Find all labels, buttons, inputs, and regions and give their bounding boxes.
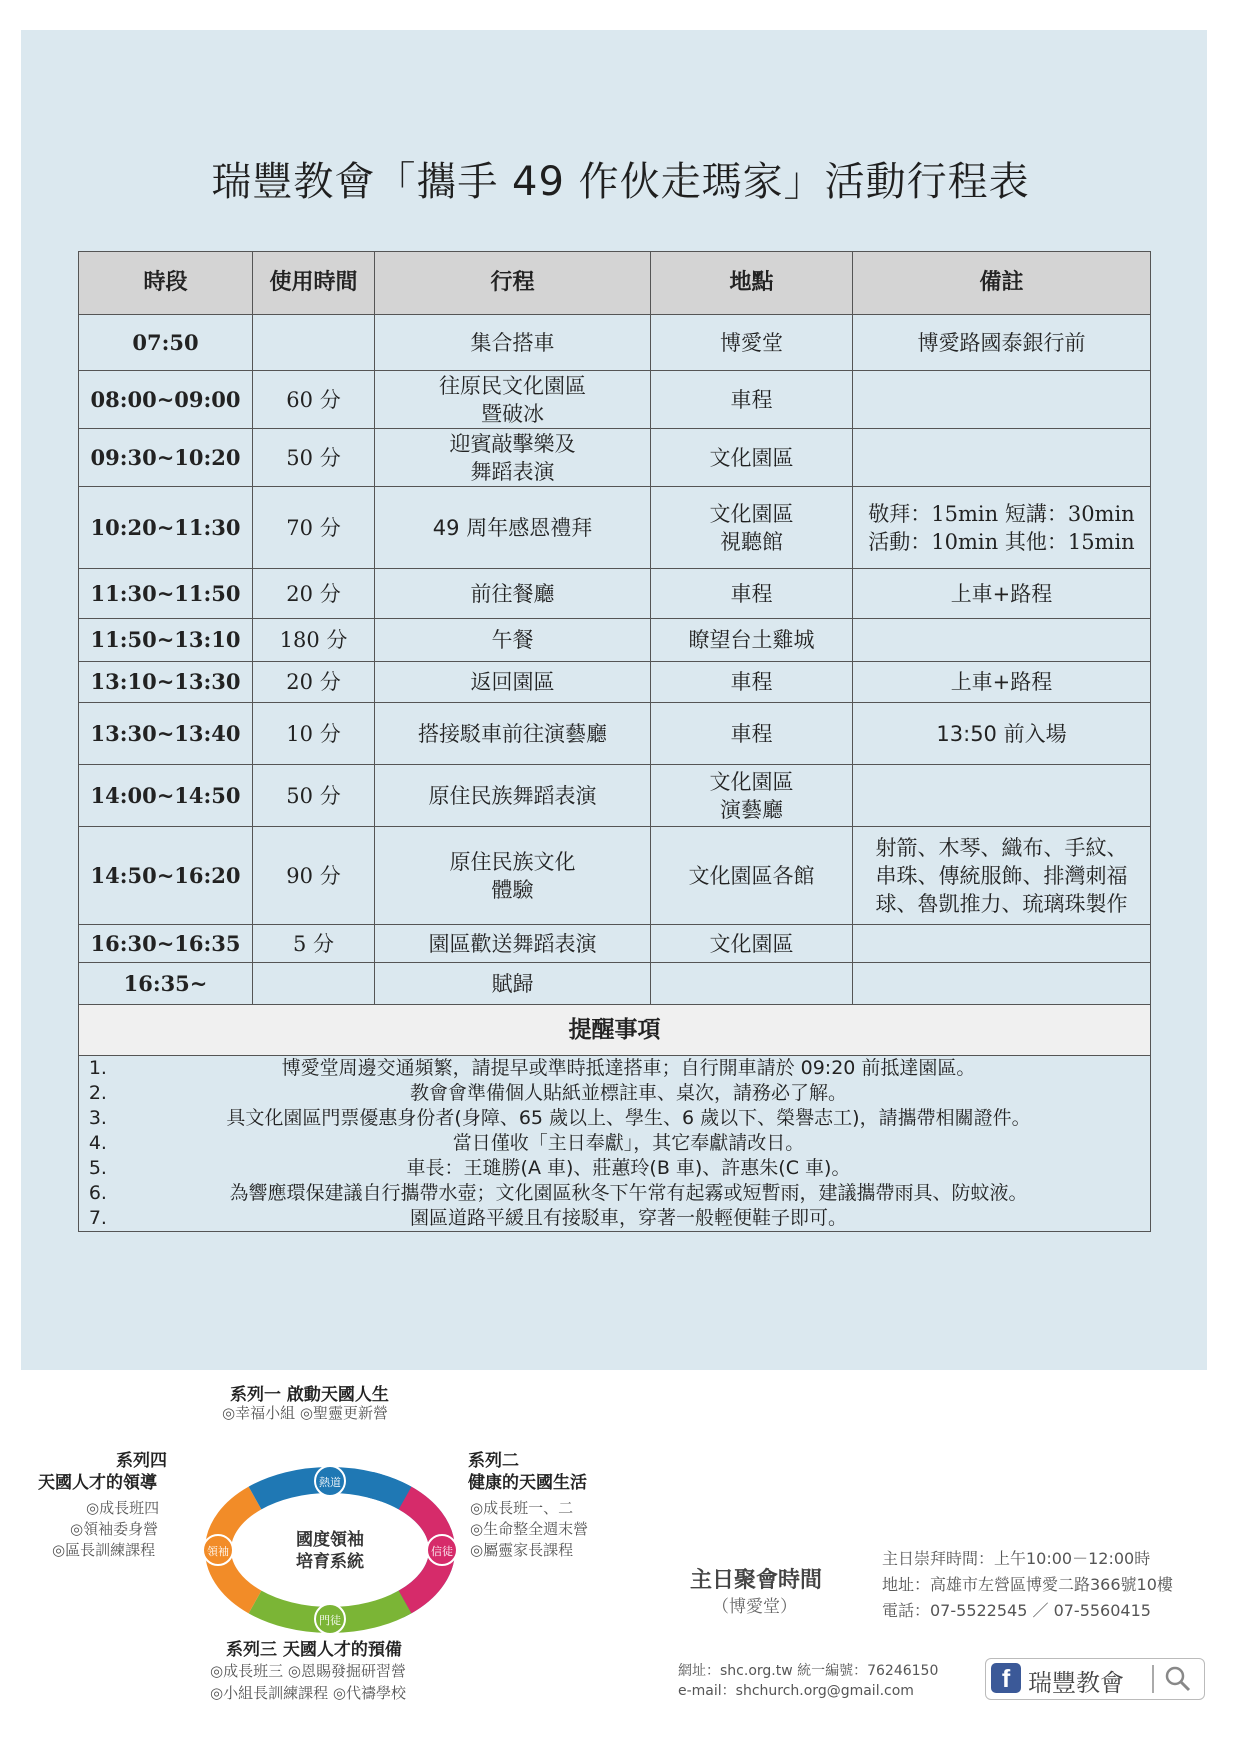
diagram-center-line1: 國度領袖 bbox=[296, 1530, 364, 1550]
table-header-row bbox=[79, 252, 1151, 315]
reminder-item: 5. 車長：王璡勝(A 車)、莊蕙玲(B 車)、許惠朱(C 車)。 bbox=[113, 1156, 1144, 1181]
header-item: 行程 bbox=[375, 252, 651, 315]
table-row bbox=[79, 315, 1151, 371]
series1-title: 系列一 啟動天國人生 bbox=[230, 1385, 389, 1405]
email: e-mail：shchurch.org@gmail.com bbox=[678, 1683, 914, 1699]
note-cell bbox=[853, 925, 1151, 963]
reminder-item: 2. 教會會準備個人貼紙並標註車、桌次，請務必了解。 bbox=[113, 1081, 1144, 1106]
reminder-item: 7. 園區道路平緩且有接駁車，穿著一般輕便鞋子即可。 bbox=[113, 1206, 1144, 1231]
item-cell: 集合搭車 bbox=[375, 315, 651, 371]
place-cell: 文化園區各館 bbox=[651, 827, 853, 925]
place-cell: 車程 bbox=[651, 371, 853, 429]
reminders-row bbox=[79, 1056, 1151, 1232]
item-cell: 原住民族文化 體驗 bbox=[375, 827, 651, 925]
duration-cell: 90 分 bbox=[253, 827, 375, 925]
note-cell: 射箭、木琴、織布、手紋、 串珠、傳統服飾、排灣刺福 球、魯凱推力、琉璃珠製作 bbox=[853, 827, 1151, 925]
note-cell: 上車+路程 bbox=[853, 569, 1151, 619]
place-cell: 文化園區 視聽館 bbox=[651, 487, 853, 569]
time-cell: 09:30~10:20 bbox=[79, 429, 253, 487]
time-cell: 16:35~ bbox=[79, 963, 253, 1005]
series4-item: ◎領袖委身營 bbox=[70, 1520, 159, 1538]
reminders-cell bbox=[79, 1056, 1151, 1232]
series1-items: ◎幸福小組 ◎聖靈更新營 bbox=[222, 1404, 388, 1422]
leadership-cycle-diagram bbox=[190, 1465, 470, 1635]
reminder-item: 3. 具文化園區門票優惠身份者(身障、65 歲以上、學生、6 歲以下、榮譽志工)，請攜帶相關證件。 bbox=[113, 1106, 1144, 1131]
table-row bbox=[79, 619, 1151, 662]
header-duration: 使用時間 bbox=[253, 252, 375, 315]
item-cell: 往原民文化園區 暨破冰 bbox=[375, 371, 651, 429]
schedule-table bbox=[78, 251, 1151, 1232]
time-cell: 11:30~11:50 bbox=[79, 569, 253, 619]
note-cell bbox=[853, 963, 1151, 1005]
reminder-item: 6. 為響應環保建議自行攜帶水壺；文化園區秋冬下午常有起霧或短暫雨，建議攜帶雨具、防蚊液。 bbox=[113, 1181, 1144, 1206]
reminders-list bbox=[85, 1056, 1144, 1231]
item-cell: 午餐 bbox=[375, 619, 651, 662]
item-cell: 迎賓敲擊樂及 舞蹈表演 bbox=[375, 429, 651, 487]
table-row bbox=[79, 487, 1151, 569]
reminders-title: 提醒事項 bbox=[79, 1005, 1151, 1056]
table-row bbox=[79, 703, 1151, 765]
address: 地址：高雄市左營區博愛二路366號10樓 bbox=[882, 1575, 1173, 1594]
note-cell: 上車+路程 bbox=[853, 662, 1151, 703]
series2-item: ◎屬靈家長課程 bbox=[470, 1541, 574, 1559]
time-cell: 11:50~13:10 bbox=[79, 619, 253, 662]
duration-cell: 70 分 bbox=[253, 487, 375, 569]
table-row bbox=[79, 925, 1151, 963]
node-left-label: 領袖 bbox=[207, 1545, 229, 1558]
item-cell: 賦歸 bbox=[375, 963, 651, 1005]
page-title: 瑞豐教會「攜手 49 作伙走瑪家」活動行程表 bbox=[211, 159, 1030, 205]
node-bottom-label: 門徒 bbox=[319, 1614, 341, 1627]
place-cell: 瞭望台土雞城 bbox=[651, 619, 853, 662]
item-cell: 前往餐廳 bbox=[375, 569, 651, 619]
time-cell: 16:30~16:35 bbox=[79, 925, 253, 963]
diagram-center-line2: 培育系統 bbox=[296, 1552, 364, 1572]
series4-item: ◎區長訓練課程 bbox=[52, 1541, 156, 1559]
series4-item: ◎成長班四 bbox=[86, 1499, 160, 1517]
reminder-item: 4. 當日僅收「主日奉獻」，其它奉獻請改日。 bbox=[113, 1131, 1144, 1156]
series2-title2: 健康的天國生活 bbox=[468, 1473, 587, 1493]
note-cell bbox=[853, 371, 1151, 429]
place-cell: 文化園區 bbox=[651, 925, 853, 963]
time-cell: 13:10~13:30 bbox=[79, 662, 253, 703]
footer bbox=[0, 1380, 1241, 1755]
duration-cell: 50 分 bbox=[253, 765, 375, 827]
node-top-label: 熱道 bbox=[319, 1476, 341, 1489]
note-cell bbox=[853, 429, 1151, 487]
table-row bbox=[79, 662, 1151, 703]
series4-title2: 天國人才的領導 bbox=[38, 1473, 157, 1493]
facebook-icon: f bbox=[991, 1663, 1021, 1693]
place-cell: 車程 bbox=[651, 662, 853, 703]
time-cell: 10:20~11:30 bbox=[79, 487, 253, 569]
service-time: 主日崇拜時間：上午10:00－12:00時 bbox=[882, 1549, 1151, 1568]
note-cell bbox=[853, 765, 1151, 827]
time-cell: 08:00~09:00 bbox=[79, 371, 253, 429]
header-time: 時段 bbox=[79, 252, 253, 315]
series3-title: 系列三 天國人才的預備 bbox=[226, 1640, 402, 1660]
place-cell: 車程 bbox=[651, 703, 853, 765]
reminders-header-row bbox=[79, 1005, 1151, 1056]
table-row bbox=[79, 963, 1151, 1005]
item-cell: 返回園區 bbox=[375, 662, 651, 703]
divider bbox=[1152, 1665, 1154, 1693]
time-cell: 14:00~14:50 bbox=[79, 765, 253, 827]
note-cell bbox=[853, 619, 1151, 662]
place-cell: 車程 bbox=[651, 569, 853, 619]
series2-item: ◎生命整全週末營 bbox=[470, 1520, 589, 1538]
duration-cell bbox=[253, 963, 375, 1005]
series3-items1: ◎成長班三 ◎恩賜發掘研習營 bbox=[210, 1662, 406, 1680]
series4-title1: 系列四 bbox=[116, 1451, 167, 1471]
series3-items2: ◎小組長訓練課程 ◎代禱學校 bbox=[210, 1684, 406, 1702]
duration-cell: 180 分 bbox=[253, 619, 375, 662]
place-cell: 文化園區 演藝廳 bbox=[651, 765, 853, 827]
header-place: 地點 bbox=[651, 252, 853, 315]
item-cell: 原住民族舞蹈表演 bbox=[375, 765, 651, 827]
header-note: 備註 bbox=[853, 252, 1151, 315]
duration-cell bbox=[253, 315, 375, 371]
duration-cell: 20 分 bbox=[253, 662, 375, 703]
table-row bbox=[79, 827, 1151, 925]
table-row bbox=[79, 429, 1151, 487]
service-title: 主日聚會時間 bbox=[690, 1568, 823, 1593]
item-cell: 49 周年感恩禮拜 bbox=[375, 487, 651, 569]
item-cell: 園區歡送舞蹈表演 bbox=[375, 925, 651, 963]
duration-cell: 60 分 bbox=[253, 371, 375, 429]
duration-cell: 20 分 bbox=[253, 569, 375, 619]
website-and-tax-id: 網址：shc.org.tw 統一編號：76246150 bbox=[678, 1663, 939, 1679]
place-cell bbox=[651, 963, 853, 1005]
time-cell: 14:50~16:20 bbox=[79, 827, 253, 925]
note-cell: 13:50 前入場 bbox=[853, 703, 1151, 765]
facebook-page-name: 瑞豐教會 bbox=[1028, 1669, 1124, 1697]
table-row bbox=[79, 765, 1151, 827]
item-cell: 搭接駁車前往演藝廳 bbox=[375, 703, 651, 765]
phone: 電話：07-5522545 ／ 07-5560415 bbox=[882, 1601, 1151, 1620]
series2-title1: 系列二 bbox=[468, 1451, 519, 1471]
series2-item: ◎成長班一、二 bbox=[470, 1499, 574, 1517]
table-row bbox=[79, 371, 1151, 429]
time-cell: 07:50 bbox=[79, 315, 253, 371]
place-cell: 文化園區 bbox=[651, 429, 853, 487]
service-place: （博愛堂） bbox=[712, 1597, 797, 1617]
reminder-item: 1. 博愛堂周邊交通頻繁，請提早或準時抵達搭車；自行開車請於 09:20 前抵達園區。 bbox=[113, 1056, 1144, 1081]
note-cell: 博愛路國泰銀行前 bbox=[853, 315, 1151, 371]
table-row bbox=[79, 569, 1151, 619]
facebook-search-box[interactable] bbox=[985, 1658, 1205, 1700]
duration-cell: 10 分 bbox=[253, 703, 375, 765]
duration-cell: 50 分 bbox=[253, 429, 375, 487]
note-cell: 敬拜：15min 短講：30min 活動：10min 其他：15min bbox=[853, 487, 1151, 569]
place-cell: 博愛堂 bbox=[651, 315, 853, 371]
search-icon[interactable] bbox=[1164, 1665, 1192, 1693]
duration-cell: 5 分 bbox=[253, 925, 375, 963]
node-right-label: 信徒 bbox=[431, 1545, 453, 1558]
time-cell: 13:30~13:40 bbox=[79, 703, 253, 765]
